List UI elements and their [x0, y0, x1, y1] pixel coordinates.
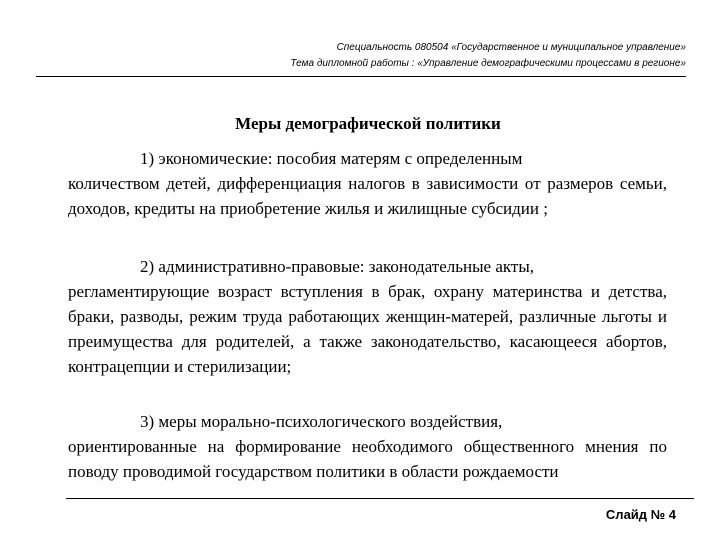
- paragraph-first-line: 1) экономические: пособия матерям с определенным: [140, 149, 523, 168]
- paragraph-body: ориентированные на формирование необходимого общественного мнения по поводу проводимой государством политики в области рождаемости: [68, 437, 667, 481]
- document-header: [36, 40, 686, 72]
- paragraph-body: количеством детей, дифференциация налогов в зависимости от размеров семьи, доходов, кредиты на приобретение жилья и жилищные субсидии ;: [68, 174, 667, 218]
- header-thesis-topic: Тема дипломной работы : «Управление демографическими процессами в регионе»: [290, 58, 686, 69]
- page-title: Меры демографической политики: [235, 114, 501, 133]
- header-specialty: Специальность 080504 «Государственное и муниципальное управление»: [336, 42, 686, 53]
- paragraph-first-line: 2) административно-правовые: законодательные акты,: [140, 257, 535, 276]
- paragraph-administrative: [68, 254, 667, 379]
- paragraph-economic: [68, 146, 667, 221]
- paragraph-body: регламентирующие возраст вступления в брак, охрану материнства и детства, браки, разводы, режим труда работающих женщин-матерей, различные льготы и преимущества для родителей, а также законодательство, касающееся абортов, контрацепции и стерилизации;: [68, 282, 667, 376]
- header-divider: [36, 76, 686, 77]
- slide-number: Слайд № 4: [605, 507, 676, 522]
- paragraph-first-line: 3) меры морально-психологического воздействия,: [140, 412, 503, 431]
- footer-divider: [66, 498, 694, 499]
- paragraph-moral-psychological: [68, 409, 667, 484]
